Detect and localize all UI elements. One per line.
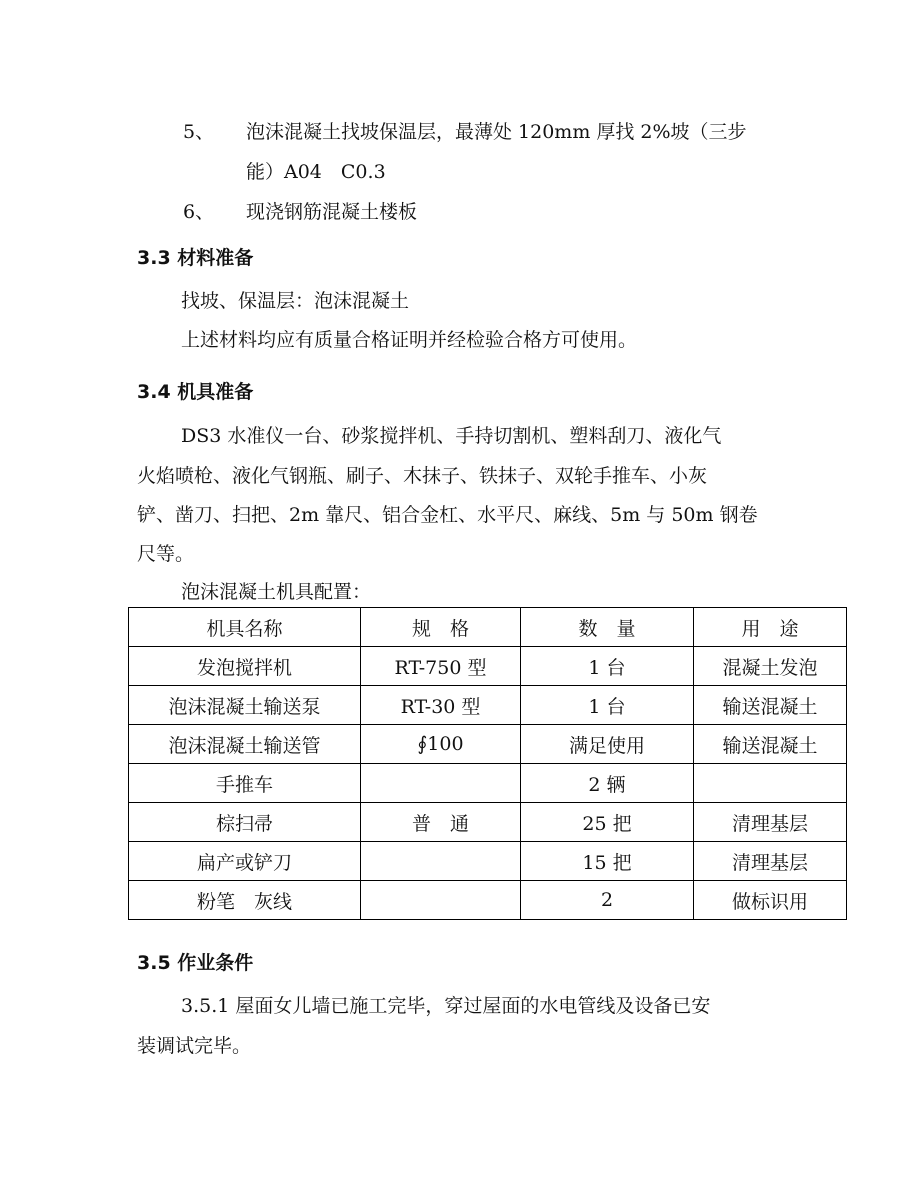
section-3-3-paragraph-1: 找坡、保温层：泡沫混凝土 — [181, 290, 410, 312]
cell-usage: 做标识用 — [694, 881, 847, 920]
cell-usage: 清理基层 — [694, 803, 847, 842]
cell-usage: 输送混凝土 — [694, 686, 847, 725]
section-3-3-paragraph-2: 上述材料均应有质量合格证明并经检验合格方可使用。 — [181, 329, 638, 351]
cell-name: 泡沫混凝土输送管 — [129, 725, 361, 764]
table-caption: 泡沫混凝土机具配置： — [181, 581, 372, 603]
item-5-text: 泡沫混凝土找坡保温层，最薄处 120mm 厚找 2%坡（三步 — [246, 121, 747, 143]
cell-name: 粉笔 灰线 — [129, 881, 361, 920]
table-row — [129, 803, 847, 842]
header-usage: 用 途 — [694, 608, 847, 647]
cell-quantity: 2 辆 — [521, 764, 694, 803]
cell-usage: 输送混凝土 — [694, 725, 847, 764]
cell-spec: 普 通 — [361, 803, 521, 842]
item-6-text: 现浇钢筋混凝土楼板 — [246, 201, 418, 223]
cell-spec: ∮100 — [361, 725, 521, 764]
cell-usage — [694, 764, 847, 803]
table-row — [129, 764, 847, 803]
cell-name: 泡沫混凝土输送泵 — [129, 686, 361, 725]
section-3-5-line-2: 装调试完毕。 — [137, 1035, 252, 1057]
header-spec: 规 格 — [361, 608, 521, 647]
section-3-3-heading: 3.3 材料准备 — [137, 247, 254, 269]
table-row — [129, 647, 847, 686]
item-5-number: 5、 — [183, 121, 215, 143]
cell-quantity: 2 — [521, 881, 694, 920]
table-row — [129, 881, 847, 920]
table-row — [129, 725, 847, 764]
item-5-continuation: 能）A04 C0.3 — [246, 161, 386, 183]
cell-quantity: 1 台 — [521, 686, 694, 725]
cell-name: 棕扫帚 — [129, 803, 361, 842]
section-3-4-line-1: DS3 水准仪一台、砂浆搅拌机、手持切割机、塑料刮刀、液化气 — [181, 425, 722, 447]
section-3-4-heading: 3.4 机具准备 — [137, 381, 254, 403]
cell-name: 发泡搅拌机 — [129, 647, 361, 686]
table-header-row — [129, 608, 847, 647]
cell-spec — [361, 881, 521, 920]
cell-name: 手推车 — [129, 764, 361, 803]
cell-quantity: 15 把 — [521, 842, 694, 881]
section-3-4-line-4: 尺等。 — [137, 543, 195, 565]
cell-name: 扁产或铲刀 — [129, 842, 361, 881]
cell-spec — [361, 842, 521, 881]
section-3-4-line-3: 铲、凿刀、扫把、2m 靠尺、铝合金杠、水平尺、麻线、5m 与 50m 钢卷 — [137, 504, 758, 526]
header-name: 机具名称 — [129, 608, 361, 647]
section-3-5-line-1: 3.5.1 屋面女儿墙已施工完毕，穿过屋面的水电管线及设备已安 — [181, 995, 711, 1017]
cell-spec: RT-30 型 — [361, 686, 521, 725]
cell-quantity: 满足使用 — [521, 725, 694, 764]
cell-usage: 清理基层 — [694, 842, 847, 881]
equipment-table — [128, 607, 847, 920]
header-quantity: 数 量 — [521, 608, 694, 647]
cell-quantity: 25 把 — [521, 803, 694, 842]
table-row — [129, 686, 847, 725]
cell-quantity: 1 台 — [521, 647, 694, 686]
cell-spec: RT-750 型 — [361, 647, 521, 686]
section-3-4-line-2: 火焰喷枪、液化气钢瓶、刷子、木抹子、铁抹子、双轮手推车、小灰 — [137, 465, 708, 487]
section-3-5-heading: 3.5 作业条件 — [137, 952, 254, 974]
cell-usage: 混凝土发泡 — [694, 647, 847, 686]
item-6-number: 6、 — [183, 201, 215, 223]
cell-spec — [361, 764, 521, 803]
table-row — [129, 842, 847, 881]
